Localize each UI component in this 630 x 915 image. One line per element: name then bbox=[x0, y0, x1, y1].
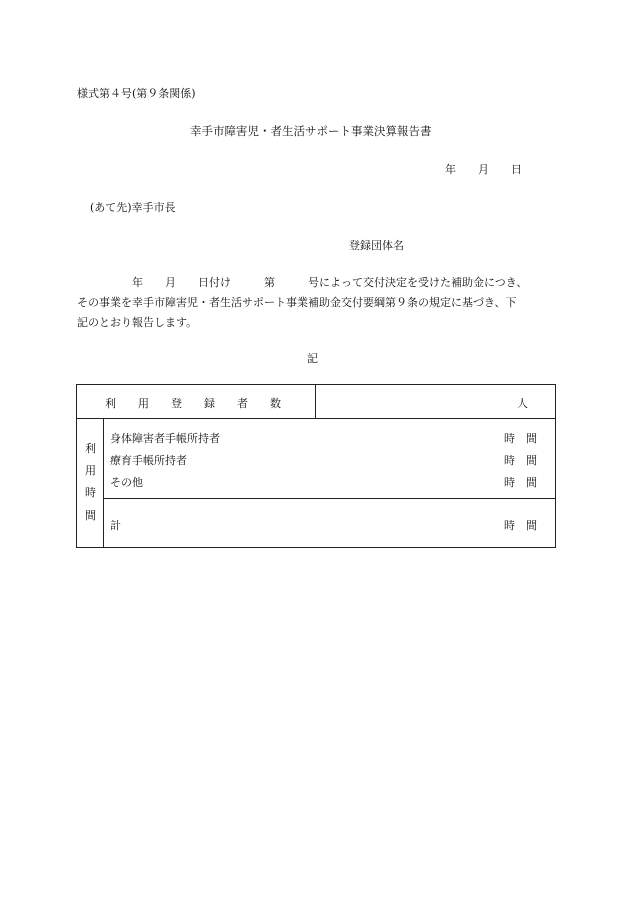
usage-time-char-3: 時 bbox=[85, 486, 96, 499]
body-line-1: 年 月 日付け 第 号によって交付決定を受けた補助金につき、 bbox=[77, 276, 528, 289]
registrants-label: 利 用 登 録 者 数 bbox=[105, 397, 281, 410]
row-unit-other: 時 間 bbox=[504, 476, 537, 489]
table-divider-header bbox=[315, 385, 316, 418]
date-line: 年 月 日 bbox=[445, 163, 522, 176]
form-number: 様式第４号(第９条関係) bbox=[77, 87, 196, 100]
table-divider-total bbox=[103, 498, 555, 499]
row-label-ryoiku: 療育手帳所持者 bbox=[110, 454, 187, 467]
usage-time-char-2: 用 bbox=[85, 464, 96, 477]
usage-time-char-4: 間 bbox=[85, 509, 96, 522]
body-line-2: その事業を幸手市障害児・者生活サポート事業補助金交付要綱第９条の規定に基づき、下 bbox=[77, 296, 517, 309]
row-unit-ryoiku: 時 間 bbox=[504, 454, 537, 467]
usage-time-char-1: 利 bbox=[85, 442, 96, 455]
body-line-3: 記のとおり報告します。 bbox=[77, 316, 198, 329]
row-unit-physical: 時 間 bbox=[504, 432, 537, 445]
row-label-physical: 身体障害者手帳所持者 bbox=[110, 432, 220, 445]
document-title: 幸手市障害児・者生活サポート事業決算報告書 bbox=[190, 124, 432, 138]
registrants-unit: 人 bbox=[517, 397, 528, 410]
registered-org-label: 登録団体名 bbox=[349, 239, 404, 252]
total-unit: 時 間 bbox=[504, 519, 537, 532]
addressee: (あて先)幸手市長 bbox=[90, 201, 176, 214]
total-label: 計 bbox=[110, 519, 121, 532]
ki-heading: 記 bbox=[307, 352, 318, 365]
row-label-other: その他 bbox=[110, 476, 143, 489]
table-divider-top bbox=[77, 418, 555, 419]
table-divider-left bbox=[103, 418, 104, 547]
report-table bbox=[76, 384, 556, 548]
